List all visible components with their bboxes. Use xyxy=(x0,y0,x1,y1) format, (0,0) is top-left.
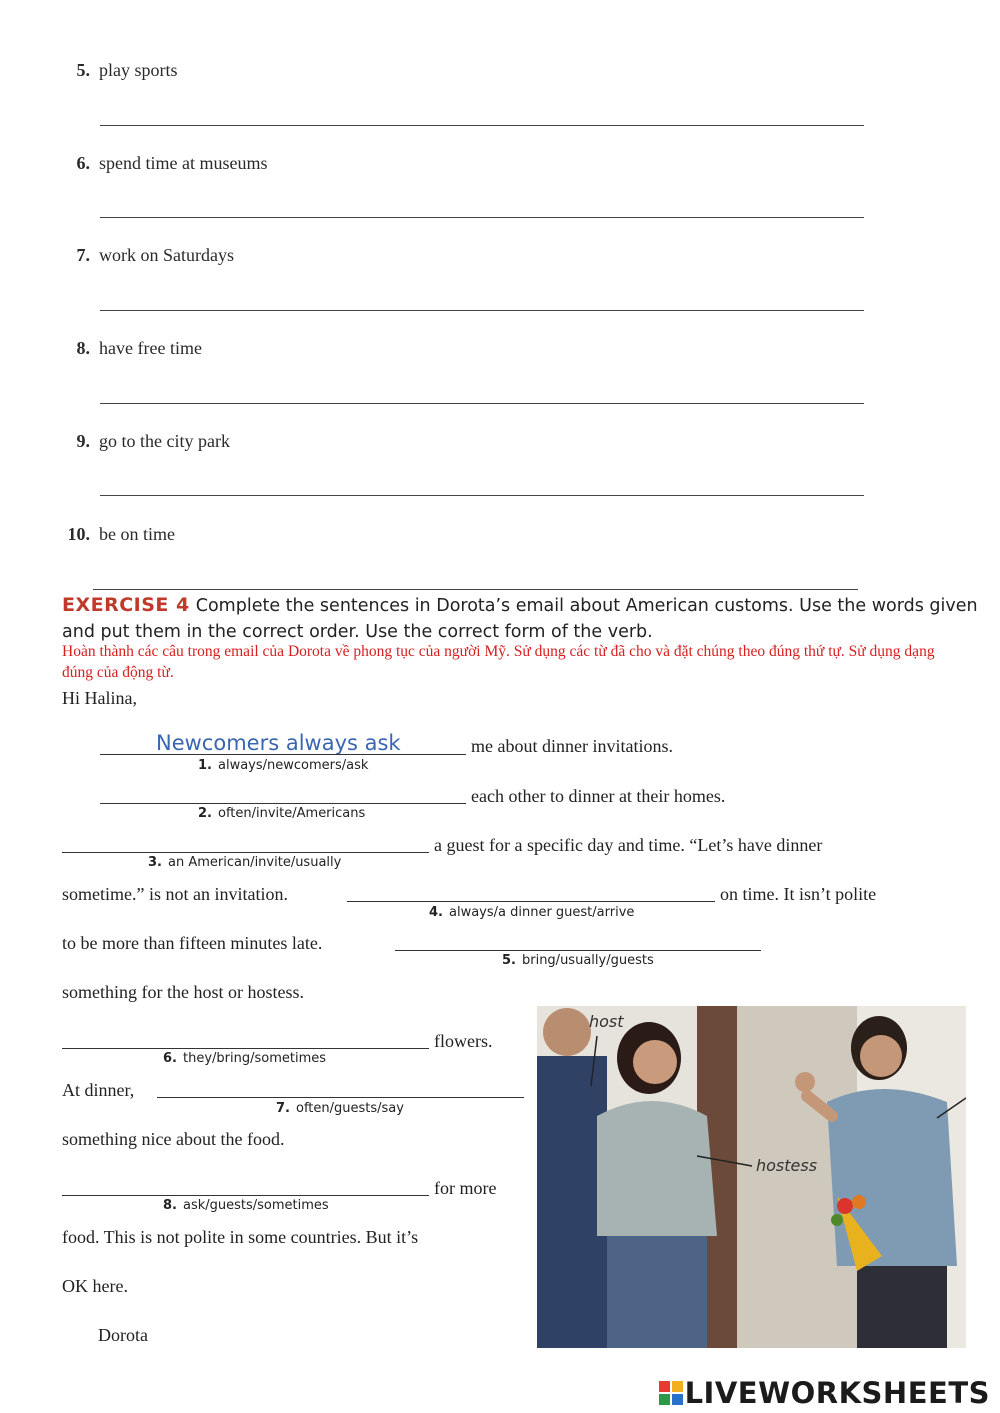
sentence-8-cont: food. This is not polite in some countries. But it’s xyxy=(62,1227,419,1247)
item-number: 6. xyxy=(76,153,90,173)
item-number: 9. xyxy=(76,431,90,451)
item-text: have free time xyxy=(99,338,202,358)
answer-8-input[interactable] xyxy=(62,1169,428,1195)
exercise-translation: Hoàn thành các câu trong email của Dorota về phong tục của người Mỹ. Sử dụng các từ đã cho và đặt chúng theo đúng thứ tự. Sử dụng dạng đúng của động từ. xyxy=(62,643,935,681)
answer-blank-1[interactable] xyxy=(100,754,466,755)
answer-blank-8 xyxy=(62,1195,429,1196)
hint-4 xyxy=(429,905,634,920)
answer-line-6[interactable] xyxy=(100,217,864,218)
answer-2-input[interactable] xyxy=(100,777,464,803)
hint-words: often/guests/say xyxy=(295,1101,404,1116)
exercise-instruction-text: Complete the sentences in Dorota’s email about American customs. Use the words given and put them in the correct order. Use the correct form of the verb. xyxy=(62,596,978,642)
hint-number: 2. xyxy=(198,806,212,821)
illustration-host-hostess xyxy=(537,1006,966,1348)
sentence-5-text: something for the host or hostess. xyxy=(62,982,304,1002)
liveworksheets-logo-icon xyxy=(659,1378,683,1412)
answer-4-input[interactable] xyxy=(347,875,713,901)
hint-6 xyxy=(163,1051,326,1066)
exercise-instruction xyxy=(62,592,982,645)
hint-number: 5. xyxy=(502,953,516,968)
answer-7-input[interactable] xyxy=(157,1071,522,1097)
hint-number: 7. xyxy=(276,1101,290,1116)
hint-number: 3. xyxy=(148,855,162,870)
answer-blank-7 xyxy=(157,1097,524,1098)
hint-5 xyxy=(502,953,654,968)
sentence-2-text: each other to dinner at their homes. xyxy=(471,786,726,806)
item-number: 8. xyxy=(76,338,90,358)
logo-text: LIVEWORKSHEETS xyxy=(684,1376,990,1410)
answer-5-input[interactable] xyxy=(395,924,759,950)
hint-2 xyxy=(198,806,365,821)
hint-number: 1. xyxy=(198,758,212,773)
sentence-7-text: something nice about the food. xyxy=(62,1129,285,1149)
label-host: host xyxy=(589,1012,624,1031)
answer-blank-2 xyxy=(100,803,466,804)
sentence-4-start: sometime.” is not an invitation. xyxy=(62,884,288,904)
item-text: work on Saturdays xyxy=(99,245,234,265)
answer-line-5[interactable] xyxy=(100,125,864,126)
answer-6-input[interactable] xyxy=(62,1022,428,1048)
item-number: 10. xyxy=(67,524,90,544)
illustration-svg xyxy=(537,1006,966,1348)
hint-words: often/invite/Americans xyxy=(217,806,366,821)
email-signature: Dorota xyxy=(98,1325,148,1345)
hint-words: always/newcomers/ask xyxy=(217,758,369,773)
item-text: play sports xyxy=(99,60,178,80)
sentence-8-text: for more xyxy=(434,1178,497,1198)
answer-blank-3 xyxy=(62,852,429,853)
answer-blank-4 xyxy=(347,901,715,902)
item-text: be on time xyxy=(99,524,175,544)
hint-8 xyxy=(163,1198,329,1213)
hint-words: always/a dinner guest/arrive xyxy=(448,905,635,920)
answer-3-input[interactable] xyxy=(62,826,428,852)
sentence-1-text: me about dinner invitations. xyxy=(471,736,673,756)
item-number: 7. xyxy=(76,245,90,265)
liveworksheets-logo xyxy=(659,1376,990,1412)
sentence-8-cont2: OK here. xyxy=(62,1276,128,1296)
hint-number: 4. xyxy=(429,905,443,920)
email-greeting: Hi Halina, xyxy=(62,688,137,708)
exercise-label: EXERCISE 4 xyxy=(62,594,190,616)
label-hostess: hostess xyxy=(756,1156,818,1175)
hint-7 xyxy=(276,1101,404,1116)
answer-line-7[interactable] xyxy=(100,310,864,311)
hint-words: an American/invite/usually xyxy=(167,855,342,870)
hint-number: 8. xyxy=(163,1198,177,1213)
answer-line-10[interactable] xyxy=(93,589,858,590)
answer-blank-5 xyxy=(395,950,761,951)
hint-words: bring/usually/guests xyxy=(521,953,654,968)
sentence-7-start: At dinner, xyxy=(62,1080,135,1100)
sentence-5-start: to be more than fifteen minutes late. xyxy=(62,933,323,953)
hint-3 xyxy=(148,855,341,870)
hint-words: they/bring/sometimes xyxy=(182,1051,327,1066)
hint-number: 6. xyxy=(163,1051,177,1066)
item-text: go to the city park xyxy=(99,431,230,451)
sentence-3-text: a guest for a specific day and time. “Let’s have dinner xyxy=(434,835,823,855)
item-text: spend time at museums xyxy=(99,153,268,173)
answer-1-example: Newcomers always ask xyxy=(156,731,401,755)
answer-blank-6 xyxy=(62,1048,429,1049)
answer-line-9[interactable] xyxy=(100,495,864,496)
hint-words: ask/guests/sometimes xyxy=(182,1198,329,1213)
item-number: 5. xyxy=(76,60,90,80)
answer-line-8[interactable] xyxy=(100,403,864,404)
sentence-4-text: on time. It isn’t polite xyxy=(720,884,877,904)
sentence-6-text: flowers. xyxy=(434,1031,493,1051)
hint-1 xyxy=(198,758,368,773)
